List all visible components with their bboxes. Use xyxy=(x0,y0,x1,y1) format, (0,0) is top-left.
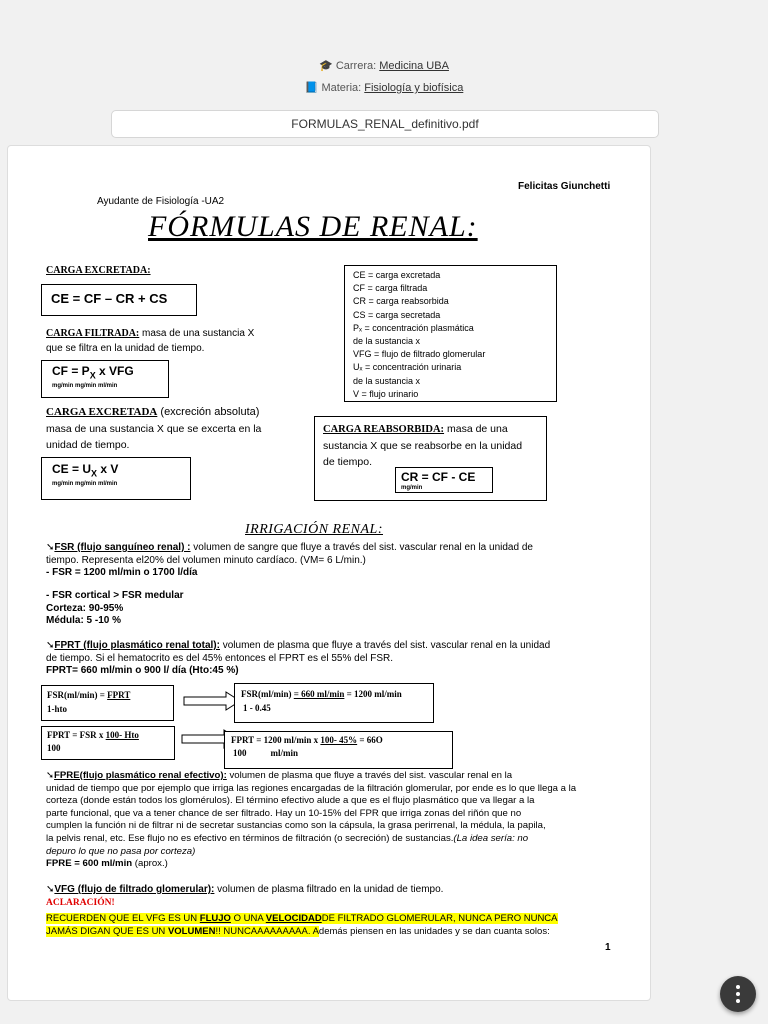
carrera-link[interactable]: Medicina UBA xyxy=(379,60,449,72)
aclaracion-label: ACLARACIÓN! xyxy=(46,898,115,908)
legend-item: VFG = flujo de filtrado glomerular xyxy=(353,349,486,360)
carga-filtrada-heading: CARGA FILTRADA: xyxy=(46,328,140,339)
cr-units: mg/min xyxy=(401,485,423,491)
fsr-distribution: - FSR cortical > FSR medular Corteza: 90-95% Médula: 5 -10 % xyxy=(46,590,184,626)
carrera-label: Carrera: xyxy=(335,60,377,72)
carga-excretada-2-desc-3: unidad de tiempo. xyxy=(46,439,130,451)
materia-label: Materia: xyxy=(321,82,362,94)
ce2-formula-box xyxy=(41,457,191,500)
carga-filtrada-desc: masa de una sustancia X xyxy=(139,328,255,339)
document-filename-bar[interactable]: FORMULAS_RENAL_definitivo.pdf xyxy=(111,110,659,138)
cf-units: mg/min mg/min ml/min xyxy=(52,383,118,389)
carga-filtrada-desc-2: que se filtra en la unidad de tiempo. xyxy=(46,343,205,354)
carga-excretada-heading: CARGA EXCRETADA: xyxy=(46,265,151,276)
checkmark-arrow-icon: ➘ xyxy=(46,542,55,553)
irrigacion-heading: IRRIGACIÓN RENAL: xyxy=(245,522,383,537)
fpre-section: ➘FPRE(flujo plasmático renal efectivo): volumen de plasma que fluye a través del sist. vascular renal en la unidad de tiempo que por ejemplo que irriga las regiones encargadas de la filtración glomerular, por ende es lo que llega a la corteza (donde están todos los glomérulos). El término efectivo alude a que es el flujo plasmático que va llegar a la parte funcional, que va a tener chance de ser filtrado. Hay un 10-15% del FPR que irriga zonas del riñón que no cumplen la función ni de filtrar ni de secretar sustancias como son la cápsula, la grasa perirrenal, la médula, la papila, la pelvis renal, etc. Ese flujo no es efectivo en términos de filtración (o secreción) de sustancias.(La idea sería: no depuro lo que no pasa por corteza) FPRE = 600 ml/min (aprox.) xyxy=(46,770,577,870)
ce2-units: mg/min mg/min ml/min xyxy=(52,481,118,487)
legend-list xyxy=(353,269,548,401)
legend-item: CS = carga secretada xyxy=(353,309,441,320)
fprt-formula-box: FPRT = FSR x 100- Hto 100 xyxy=(41,726,175,760)
fsr-example-box: FSR(ml/min) = 660 ml/min = 1200 ml/min 1 - 0.45 xyxy=(234,683,434,723)
carga-filtrada-text xyxy=(46,328,306,339)
cf-formula-box xyxy=(41,360,169,398)
document-page xyxy=(7,145,651,1001)
more-vertical-icon xyxy=(736,985,740,989)
checkmark-arrow-icon: ➘ xyxy=(46,640,55,651)
materia-link[interactable]: Fisiología y biofísica xyxy=(364,82,464,94)
carrera-line xyxy=(0,59,768,72)
legend-item: CE = carga excretada xyxy=(353,270,441,280)
checkmark-arrow-icon: ➘ xyxy=(46,770,55,781)
fsr-formula-box: FSR(ml/min) = FPRT 1-hto xyxy=(41,685,174,721)
ce2-formula: CE = $U_X$ x V xyxy=(52,462,119,479)
document-title: FÓRMULAS DE RENAL: xyxy=(148,210,478,243)
cf-formula: CF = $P_X$ x VFG xyxy=(52,364,134,381)
cr-formula: CR = CF - CE xyxy=(401,470,476,484)
legend-item: de la sustancia x xyxy=(353,375,421,386)
graduation-cap-icon: 🎓 xyxy=(319,60,333,72)
vfg-warning: RECUERDEN QUE EL VFG ES UN FLUJO O UNA VELOCIDADDE FILTRADO GLOMERULAR, NUNCA PERO NUNCA JAMÁS DIGAN QUE ES UN VOLUMEN!! NUNCAAAAAAAAA. Además piensen en las unidades y se dan cuanta solos: xyxy=(46,913,558,937)
carga-excretada-2-desc-2: masa de una sustancia X que se excerta en la xyxy=(46,423,262,435)
ce-formula: CE = CF – CR + CS xyxy=(51,291,168,306)
carga-reabsorbida-text: CARGA REABSORBIDA: masa de una sustancia X que se reabsorbe en la unidad de tiempo. xyxy=(323,423,523,468)
fsr-section: ➘FSR (flujo sanguíneo renal) : volumen de sangre que fluye a través del sist. vascular renal en la unidad de tiempo. Representa el20% del volumen minuto cardíaco. (VM= 6 L/min.) - FSR = 1200 ml/min o 1700 l/día xyxy=(46,542,533,578)
legend-item: CR = carga reabsorbida xyxy=(353,296,449,307)
carga-reabsorbida-box xyxy=(314,416,547,501)
carga-excretada-2-heading: CARGA EXCRETADA xyxy=(46,406,158,418)
book-icon: 📘 xyxy=(304,82,319,94)
author-name: Felicitas Giunchetti xyxy=(518,181,611,192)
vfg-section: ➘VFG (flujo de filtrado glomerular): volumen de plasma filtrado en la unidad de tiempo. xyxy=(46,884,444,895)
legend-item: CF = carga filtrada xyxy=(353,283,428,294)
legend-item: Pₓ = concentración plasmática xyxy=(353,322,474,333)
fprt-example-box: FPRT = 1200 ml/min x 100- 45% = 66O 100 ml/min xyxy=(224,731,453,769)
fprt-section: ➘FPRT (flujo plasmático renal total): volumen de plasma que fluye a través del sist. vascular renal en la unidad de tiempo. Si el hematocrito es del 45% entonces el FPRT es el 55% del FSR. FPRT= 660 ml/min o 900 l/ día (Hto:45 %) xyxy=(46,640,551,676)
checkmark-arrow-icon: ➘ xyxy=(46,884,55,895)
page-number: 1 xyxy=(605,942,611,953)
carga-excretada-2-text: CARGA EXCRETADA (excreción absoluta) xyxy=(46,406,260,418)
legend-item: Uₓ = concentración urinaria xyxy=(353,362,462,373)
legend-item: de la sustancia x xyxy=(353,336,421,347)
materia-line xyxy=(0,81,768,94)
author-role: Ayudante de Fisiología -UA2 xyxy=(97,196,225,207)
legend-item: V = flujo urinario xyxy=(353,388,419,399)
cr-formula-box xyxy=(395,467,493,493)
more-options-button[interactable] xyxy=(720,976,756,1012)
ce-formula-box xyxy=(41,284,197,316)
legend-box xyxy=(344,265,557,402)
